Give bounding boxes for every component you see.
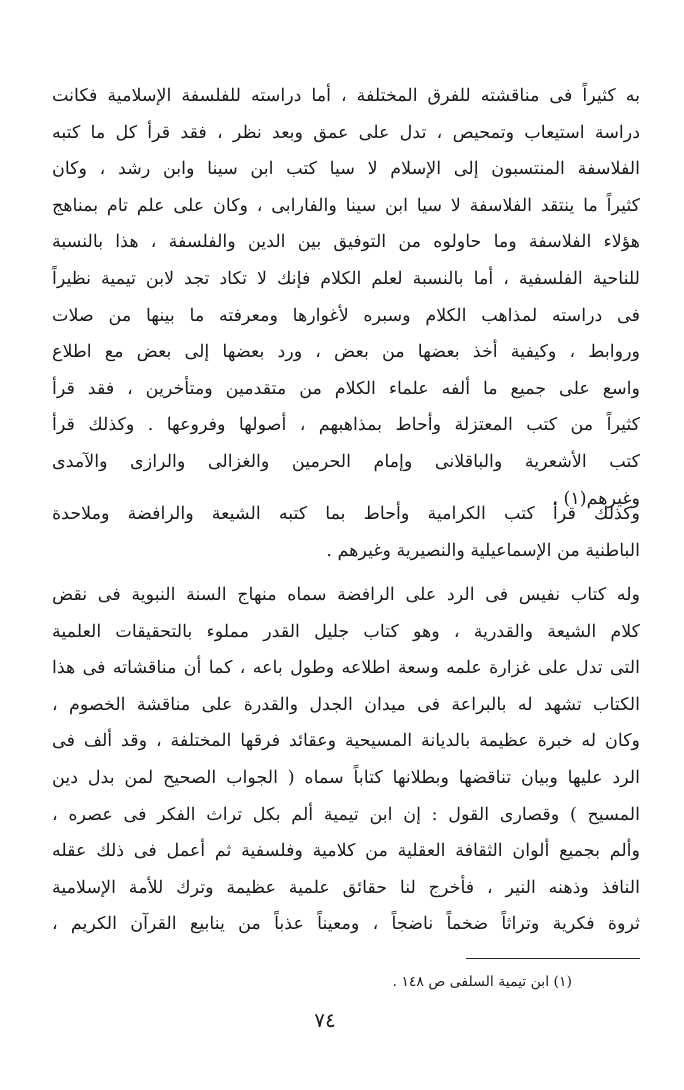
text-line: هؤلاء الفلاسفة وما حاولوه من التوفيق بين الدين والفلسفة ، هذا بالنسبة [52,232,640,253]
text-line: كلام الشيعة والقدرية ، وهو كتاب جليل القدر مملوء بالتحقيقات العلمية [52,621,640,642]
text-line: دراسة استيعاب وتمحيص ، تدل على عمق وبعد نظر ، فقد قرأ كل ما كتبه [52,122,640,143]
paragraph-3 [52,577,640,943]
text-line: ثروة فكرية وتراثاً ضخماً ناضجاً ، ومعيناً عذباً من ينابيع القرآن الكريم ، [52,914,640,935]
text-line: التى تدل على غزارة علمه وسعة اطلاعه وطول باعه ، كما أن مناقشاته فى هذا [52,658,640,679]
text-line: المسيح ) وقصارى القول : إن ابن تيمية ألم بكل تراث الفكر فى عصره ، [52,804,640,825]
text-line: الرد عليها وبيان تناقضها وبطلانها كتاباً سماه ( الجواب الصحيح لمن بدل دين [52,767,640,788]
text-line: الكتاب تشهد له بالبراعة فى ميدان الجدل والقدرة على مناقشة الخصوم ، [52,694,640,715]
text-line: وله كتاب نفيس فى الرد على الرافضة سماه منهاج السنة النبوية فى نقض [52,585,640,605]
text-line: النافذ وذهنه النير ، فأخرج لنا حقائق علمية عظيمة وترك للأمة الإسلامية [52,877,640,898]
paragraph-2 [52,496,640,569]
footnote: (١) ابن تيمية السلفى ص ١٤٨ . [392,974,572,990]
text-line: للناحية الفلسفية ، أما بالنسبة لعلم الكلام فإنك لا تكاد تجد لابن تيمية نظيراً [52,268,640,289]
page-number: ٧٤ [314,1008,336,1032]
text-line: كثيراً ما ينتقد الفلاسفة لا سيا ابن سينا والفارابى ، وكان على علم تام بمناهج [52,195,640,216]
text-line: كتب الأشعرية والباقلانى وإمام الحرمين والغزالى والرازى والآمدى [52,451,640,472]
text-line: واسع على جميع ما ألفه علماء الكلام من متقدمين ومتأخرين ، فقد قرأ [52,378,640,399]
text-line: وروابط ، وكيفية أخذ بعضها من بعض ، ورد بعضها إلى بعض مع اطلاع [52,342,640,363]
text-line: به كثيراً فى مناقشته للفرق المختلفة ، أما دراسته للفلسفة الإسلامية فكانت [52,86,640,106]
text-line: وكان له خبرة عظيمة بالديانة المسيحية وعقائد فرقها المختلفة ، وقد ألف فى [52,731,640,752]
text-line: كثيراً من كتب المعتزلة وأحاط بمذاهبهم ، أصولها وفروعها . وكذلك قرأ [52,415,640,436]
text-line: الفلاسفة المنتسبون إلى الإسلام لا سيا كتب ابن سينا وابن رشد ، وكان [52,159,640,180]
text-line: وغيرهم(١) . [552,488,640,509]
footnote-separator [466,958,640,959]
text-line: وكذلك قرأ كتب الكرامية وأحاط بما كتبه الشيعة والرافضة وملاحدة [52,504,640,524]
text-line: فى دراسته لمذاهب الكلام وسبره لأغوارها ومعرفته ما بينها من صلات [52,305,640,326]
paragraph-1 [52,78,640,517]
text-line: الباطنية من الإسماعيلية والنصيرية وغيرهم . [326,540,640,561]
text-line: وألم بجميع ألوان الثقافة العقلية من كلامية وفلسفية ثم أعمل فى ذلك عقله [52,841,640,862]
